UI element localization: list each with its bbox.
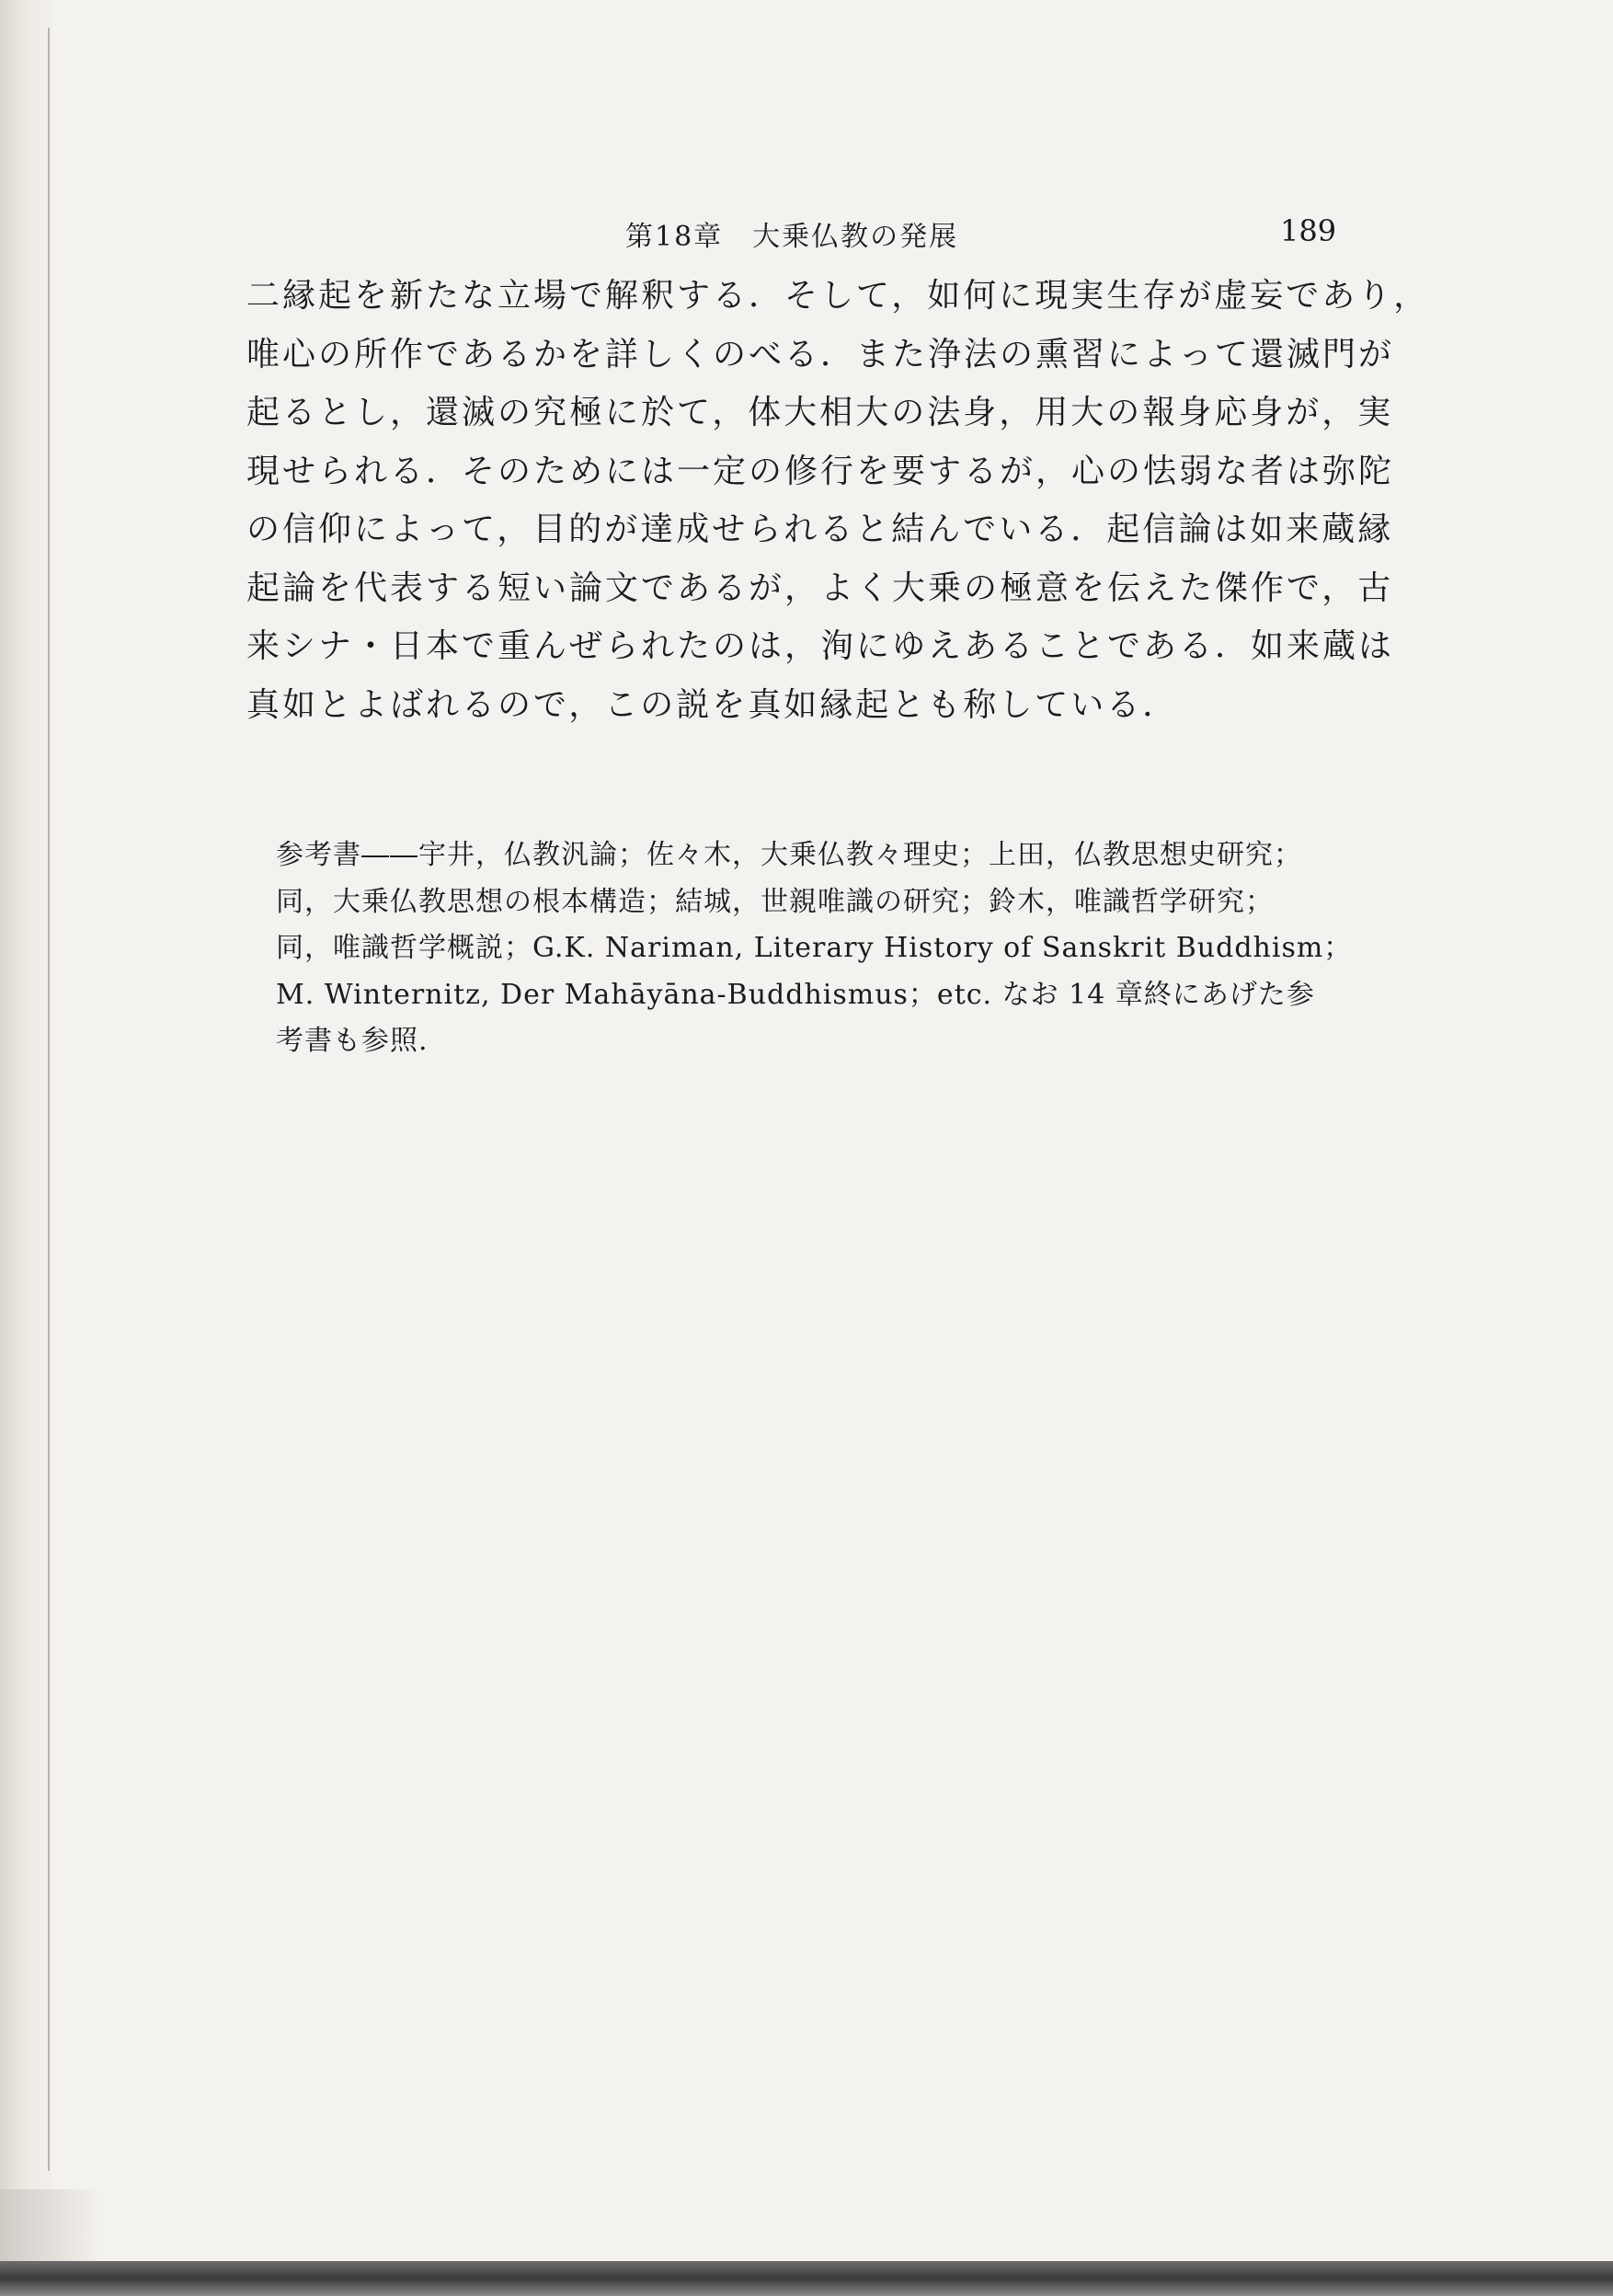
body-line: 唯心の所作であるかを詳しくのべる．また浄法の熏習によって還滅門が xyxy=(246,335,1395,373)
page-number: 189 xyxy=(1280,213,1337,248)
running-head: 第18章 大乗仏教の発展 xyxy=(625,221,959,253)
body-line: 真如とよばれるので，この説を真如縁起とも称している． xyxy=(246,685,1179,724)
reference-line: M. Winternitz, Der Mahāyāna-Buddhismus；etc. なお 14 章終にあげた参 xyxy=(276,978,1315,1011)
reference-line: 参考書――宇井，仏教汎論；佐々木，大乗仏教々理史；上田，仏教思想史研究； xyxy=(276,839,1302,871)
scan-bottom-corner-shadow xyxy=(0,2189,101,2263)
body-line: の信仰によって，目的が達成せられると結んでいる．起信論は如来蔵縁 xyxy=(246,511,1394,548)
body-paragraph xyxy=(246,267,1430,734)
body-line: 起論を代表する短い論文であるが，よく大乗の極意を伝えた傑作で，古 xyxy=(246,568,1394,607)
reference-line: 考書も参照. xyxy=(276,1025,429,1057)
body-line: 起るとし，還滅の究極に於て，体大相大の法身，用大の報身応身が，実 xyxy=(246,394,1394,431)
scan-bottom-edge xyxy=(0,2261,1613,2296)
reference-line: 同，大乗仏教思想の根本構造；結城，世親唯識の研究；鈴木，唯識哲学研究； xyxy=(276,885,1274,918)
reference-line: 同，唯識哲学概説；G.K. Nariman, Literary History of Sanskrit Buddhism； xyxy=(276,932,1353,964)
scan-left-edge-shadow xyxy=(0,0,55,2296)
references-section xyxy=(276,832,1361,1065)
scan-binding-line xyxy=(48,28,50,2171)
body-line: 二縁起を新たな立場で解釈する．そして，如何に現実生存が虚妄であり， xyxy=(246,277,1430,315)
body-line: 来シナ・日本で重んぜられたのは，洵にゆえあることである．如来蔵は xyxy=(246,627,1395,665)
body-line: 現せられる．そのためには一定の修行を要するが，心の怯弱な者は弥陀 xyxy=(246,452,1395,490)
